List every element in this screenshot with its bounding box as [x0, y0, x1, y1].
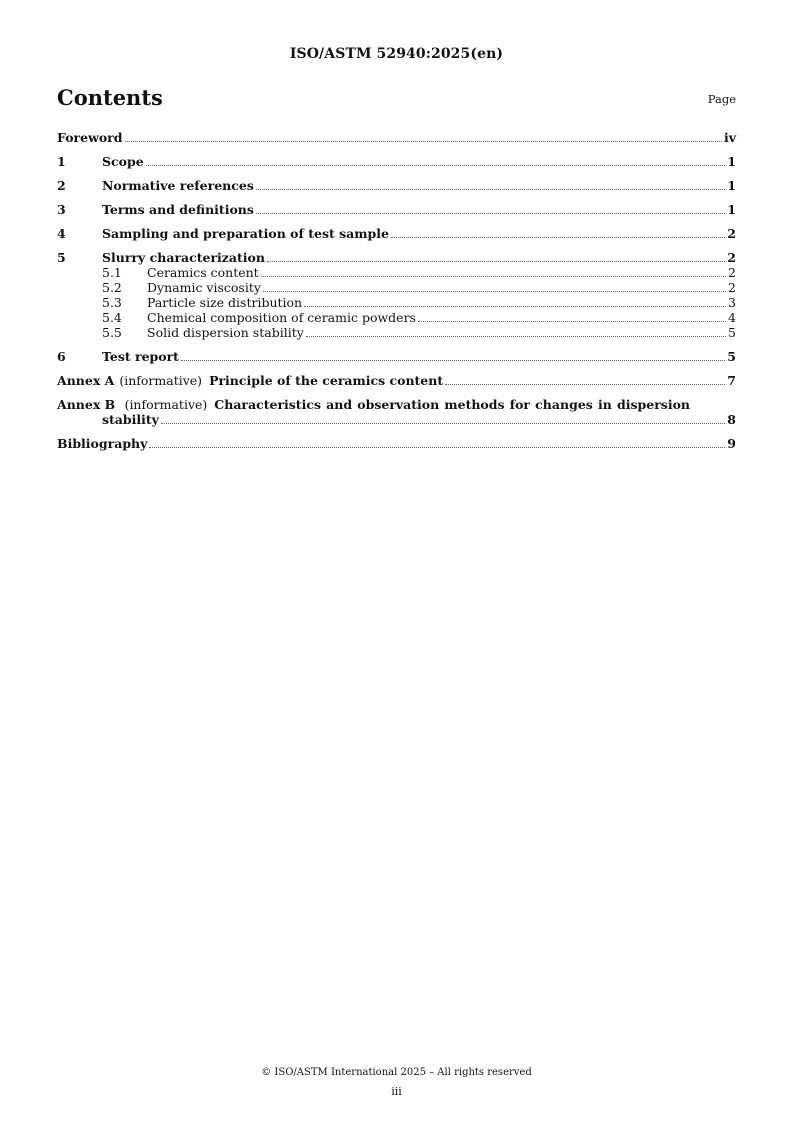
toc-title: Chemical composition of ceramic powders — [147, 310, 416, 325]
page-column-label: Page — [707, 92, 736, 106]
dot-leader — [267, 261, 725, 262]
toc-page-number: 2 — [727, 226, 736, 241]
toc-title: Particle size distribution — [147, 295, 303, 310]
annex-label: Annex B — [57, 397, 116, 412]
toc-number: 5.3 — [102, 295, 122, 310]
toc-entry-annex-a[interactable] — [57, 373, 736, 388]
dot-leader — [256, 213, 725, 214]
annex-informative-label: (informative) — [124, 397, 208, 412]
toc-entry-terms-definitions[interactable] — [57, 202, 736, 217]
toc-title: Bibliography — [57, 436, 148, 451]
toc-number: 1 — [57, 154, 66, 169]
document-id-header: ISO/ASTM 52940:2025(en) — [289, 46, 504, 62]
toc-entry-chemical-composition[interactable] — [57, 310, 736, 325]
contents-heading: Contents — [57, 85, 163, 110]
toc-entry-slurry-characterization[interactable] — [57, 250, 736, 265]
toc-number: 5.2 — [102, 280, 122, 295]
toc-title: Scope — [102, 154, 144, 169]
dot-leader — [418, 321, 726, 322]
table-of-contents — [57, 130, 736, 451]
dot-leader — [125, 141, 722, 142]
dot-leader — [445, 384, 725, 385]
dot-leader — [304, 306, 726, 307]
toc-page-number: 2 — [728, 265, 736, 280]
toc-page-number: 5 — [727, 349, 736, 364]
toc-number: 5.4 — [102, 310, 122, 325]
toc-page-number: 8 — [727, 412, 736, 427]
dot-leader — [161, 423, 725, 424]
toc-entry-bibliography[interactable] — [57, 436, 736, 451]
toc-page-number: 7 — [727, 373, 736, 388]
toc-title: Terms and definitions — [102, 202, 254, 217]
toc-entry-particle-size-distribution[interactable] — [57, 295, 736, 310]
toc-title: Solid dispersion stability — [147, 325, 304, 340]
toc-entry-sampling-preparation[interactable] — [57, 226, 736, 241]
toc-number: 5.1 — [102, 265, 122, 280]
toc-entry-ceramics-content[interactable] — [57, 265, 736, 280]
toc-number: 5 — [57, 250, 66, 265]
toc-page-number: 1 — [727, 202, 736, 217]
dot-leader — [306, 336, 726, 337]
annex-b-second-line — [57, 412, 736, 427]
toc-entry-annex-b[interactable] — [57, 397, 736, 427]
dot-leader — [181, 360, 725, 361]
toc-page-number: 5 — [728, 325, 736, 340]
dot-leader — [391, 237, 725, 238]
toc-entry-foreword[interactable] — [57, 130, 736, 145]
toc-page-number: 2 — [728, 280, 736, 295]
toc-page-number: 1 — [727, 178, 736, 193]
dot-leader — [146, 165, 726, 166]
toc-title-line1: Characteristics and observation methods for changes in dispersion — [214, 397, 690, 412]
toc-title: Sampling and preparation of test sample — [102, 226, 389, 241]
toc-number: 3 — [57, 202, 66, 217]
annex-b-lead — [57, 397, 207, 412]
dot-leader — [149, 447, 725, 448]
toc-number: 2 — [57, 178, 66, 193]
toc-entry-solid-dispersion-stability[interactable] — [57, 325, 736, 340]
toc-title: Test report — [102, 349, 179, 364]
toc-page-number: 4 — [728, 310, 736, 325]
toc-number: 4 — [57, 226, 66, 241]
toc-entry-scope[interactable] — [57, 154, 736, 169]
toc-title: Slurry characterization — [102, 250, 265, 265]
toc-entry-dynamic-viscosity[interactable] — [57, 280, 736, 295]
toc-title: Dynamic viscosity — [147, 280, 261, 295]
toc-page-number: 2 — [727, 250, 736, 265]
dot-leader — [261, 276, 726, 277]
annex-b-first-line — [57, 397, 736, 412]
dot-leader — [256, 189, 725, 190]
toc-title: Principle of the ceramics content — [209, 373, 444, 388]
toc-title-line2: stability — [102, 412, 159, 427]
toc-page-number: 3 — [728, 295, 736, 310]
toc-number: 5.5 — [102, 325, 122, 340]
annex-label: Annex A — [57, 373, 115, 388]
page-number: iii — [391, 1085, 402, 1098]
toc-entry-test-report[interactable] — [57, 349, 736, 364]
copyright-notice: © ISO/ASTM International 2025 – All rights reserved — [261, 1067, 532, 1078]
toc-page-number: iv — [723, 130, 736, 145]
toc-title: Foreword — [57, 130, 123, 145]
toc-entry-normative-references[interactable] — [57, 178, 736, 193]
dot-leader — [263, 291, 726, 292]
toc-page-number: 9 — [727, 436, 736, 451]
toc-page-number: 1 — [727, 154, 736, 169]
toc-title: Normative references — [102, 178, 254, 193]
toc-title: Ceramics content — [147, 265, 259, 280]
annex-informative-label: (informative) — [119, 373, 203, 388]
toc-number: 6 — [57, 349, 66, 364]
